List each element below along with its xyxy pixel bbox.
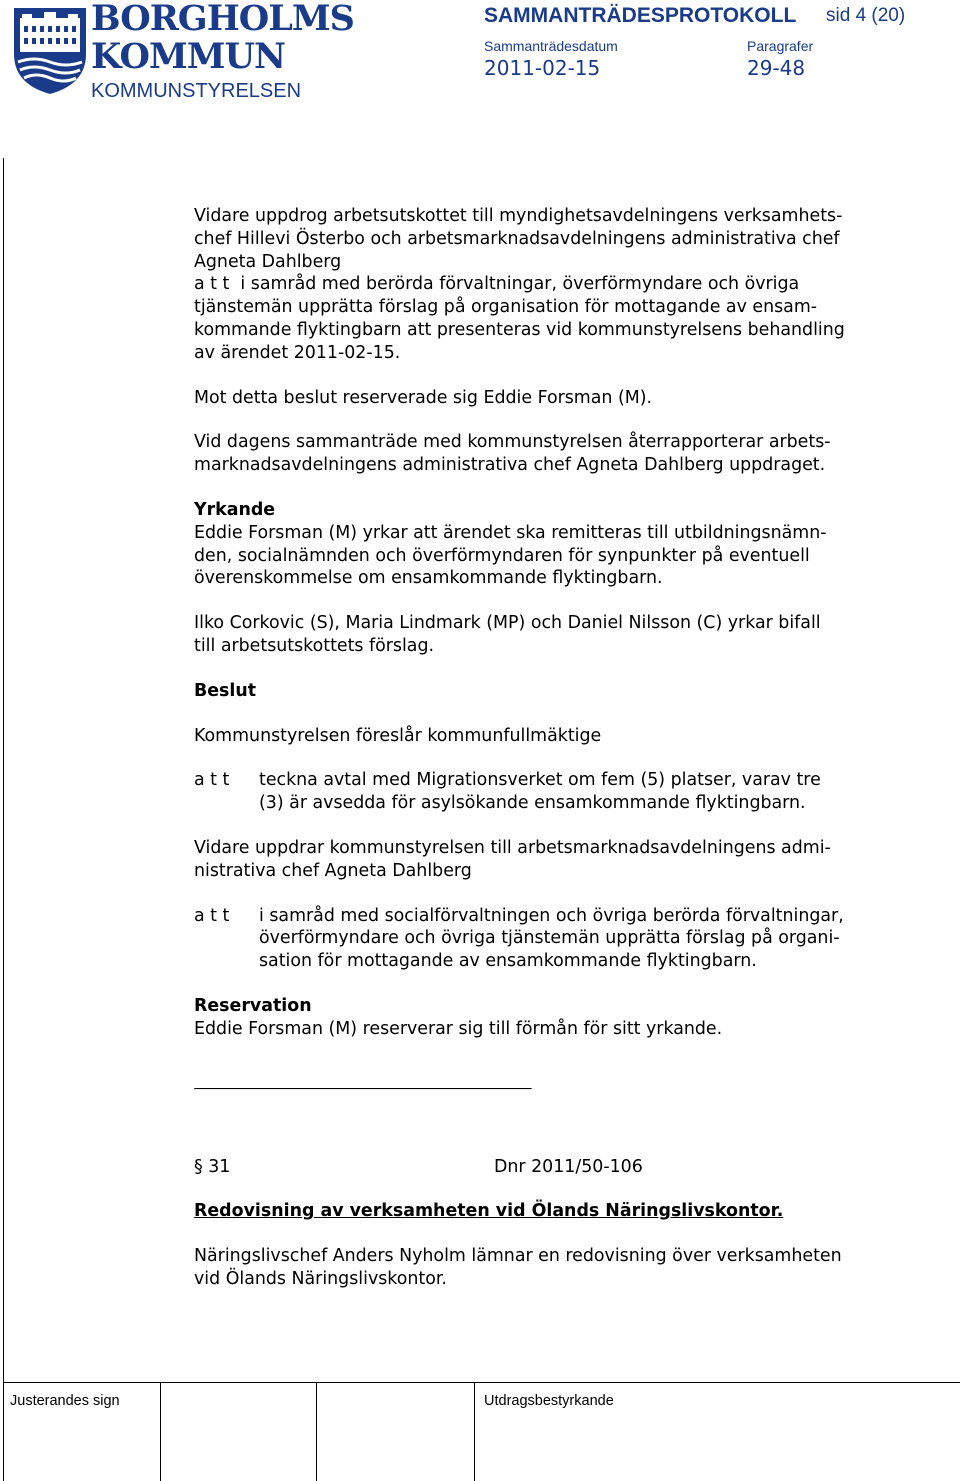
text-line: nistrativa chef Agneta Dahlberg: [194, 860, 472, 881]
decision-att-1: [194, 769, 904, 815]
paragraph-assignment: [194, 205, 904, 365]
meeting-date-value: 2011-02-15: [484, 56, 601, 80]
paragraph-reservation-note: Mot detta beslut reserverade sig Eddie Forsman (M).: [194, 387, 653, 408]
section-title: Redovisning av verksamheten vid Ölands Näringslivskontor.: [194, 1201, 784, 1222]
logo-name-line2: KOMMUN: [91, 36, 285, 77]
paragraphs-label: Paragrafer: [747, 38, 814, 54]
vidare-text: [194, 837, 904, 883]
signature-label: Justerandes sign: [10, 1393, 120, 1409]
text-line: sation för mottagande av ensamkommande flyktingbarn.: [259, 951, 757, 972]
footer-divider-1: [160, 1382, 161, 1481]
text-line: till arbetsutskottets förslag.: [194, 635, 435, 656]
section-number: § 31: [194, 1156, 231, 1177]
castle-crest-icon: [10, 4, 90, 96]
text-line: av ärendet 2011-02-15.: [194, 342, 401, 363]
att-text: [259, 769, 904, 815]
text-line: överförmyndare och övriga tjänstemän upprätta förslag på organi-: [259, 928, 840, 949]
text-line: Vidare uppdrar kommunstyrelsen till arbetsmarknadsavdelningens admi-: [194, 837, 831, 858]
text-line: Vidare uppdrog arbetsutskottet till myndighetsavdelningens verksamhets-: [194, 206, 843, 226]
yrkande-heading: Yrkande: [194, 499, 276, 520]
yrkande-text: [194, 522, 904, 590]
text-line: a t t i samråd med berörda förvaltningar, överförmyndare och övriga: [194, 274, 800, 295]
municipality-logo: [10, 4, 90, 96]
text-line: Ilko Corkovic (S), Maria Lindmark (MP) och Daniel Nilsson (C) yrkar bifall: [194, 613, 821, 634]
meeting-date-label: Sammanträdesdatum: [484, 38, 618, 54]
footer-divider-2: [316, 1382, 317, 1481]
text-line: överenskommelse om ensamkommande flyktingbarn.: [194, 568, 663, 589]
document-title: SAMMANTRÄDESPROTOKOLL: [484, 4, 797, 27]
department-name: KOMMUNSTYRELSEN: [91, 80, 302, 102]
text-line: Näringslivschef Anders Nyholm lämnar en redovisning över verksamheten: [194, 1246, 842, 1267]
logo-name-line1: BORGHOLMS: [91, 0, 354, 39]
text-line: Vid dagens sammanträde med kommunstyrelsen återrapporterar arbets-: [194, 432, 831, 453]
paragraphs-value: 29-48: [747, 56, 806, 80]
att-label: a t t: [194, 770, 230, 791]
beslut-intro: Kommunstyrelsen föreslår kommunfullmäktige: [194, 725, 602, 746]
text-line: chef Hillevi Österbo och arbetsmarknadsavdelningens administrativa chef: [194, 228, 840, 249]
beslut-heading: Beslut: [194, 680, 257, 701]
reservation-text: Eddie Forsman (M) reserverar sig till förmån för sitt yrkande.: [194, 1018, 723, 1039]
footer-top-line: [3, 1382, 960, 1383]
reservation-heading: Reservation: [194, 995, 312, 1016]
protocol-body: [194, 205, 904, 1291]
left-margin-line: [3, 158, 4, 1481]
text-line: vid Ölands Näringslivskontor.: [194, 1268, 447, 1289]
footer-divider-3: [474, 1382, 475, 1481]
text-line: den, socialnämnden och överförmyndaren för synpunkter på eventuell: [194, 545, 810, 566]
att-label: a t t: [194, 905, 230, 926]
text-line: Eddie Forsman (M) yrkar att ärendet ska remitteras till utbildningsnämn-: [194, 522, 827, 543]
text-line: teckna avtal med Migrationsverket om fem (5) platser, varav tre: [259, 770, 821, 791]
paragraph-report-back: [194, 431, 904, 477]
extract-certification-label: Utdragsbestyrkande: [484, 1393, 614, 1409]
section-text: [194, 1245, 904, 1291]
decision-att-2: [194, 905, 904, 973]
text-line: tjänstemän upprätta förslag på organisation för mottagande av ensam-: [194, 297, 818, 318]
text-line: i samråd med socialförvaltningen och övriga berörda förvaltningar,: [259, 905, 844, 926]
text-line: marknadsavdelningens administrativa chef Agneta Dahlberg uppdraget.: [194, 455, 826, 476]
text-line: kommande flyktingbarn att presenteras vid kommunstyrelsens behandling: [194, 319, 845, 340]
section-header: [194, 1156, 904, 1179]
text-line: Agneta Dahlberg: [194, 251, 342, 272]
yrkande-text-2: [194, 612, 904, 658]
section-dnr: Dnr 2011/50-106: [494, 1156, 643, 1177]
text-line: (3) är avsedda för asylsökande ensamkommande flyktingbarn.: [259, 793, 806, 814]
page-number: sid 4 (20): [826, 5, 906, 26]
att-text: [259, 905, 904, 973]
